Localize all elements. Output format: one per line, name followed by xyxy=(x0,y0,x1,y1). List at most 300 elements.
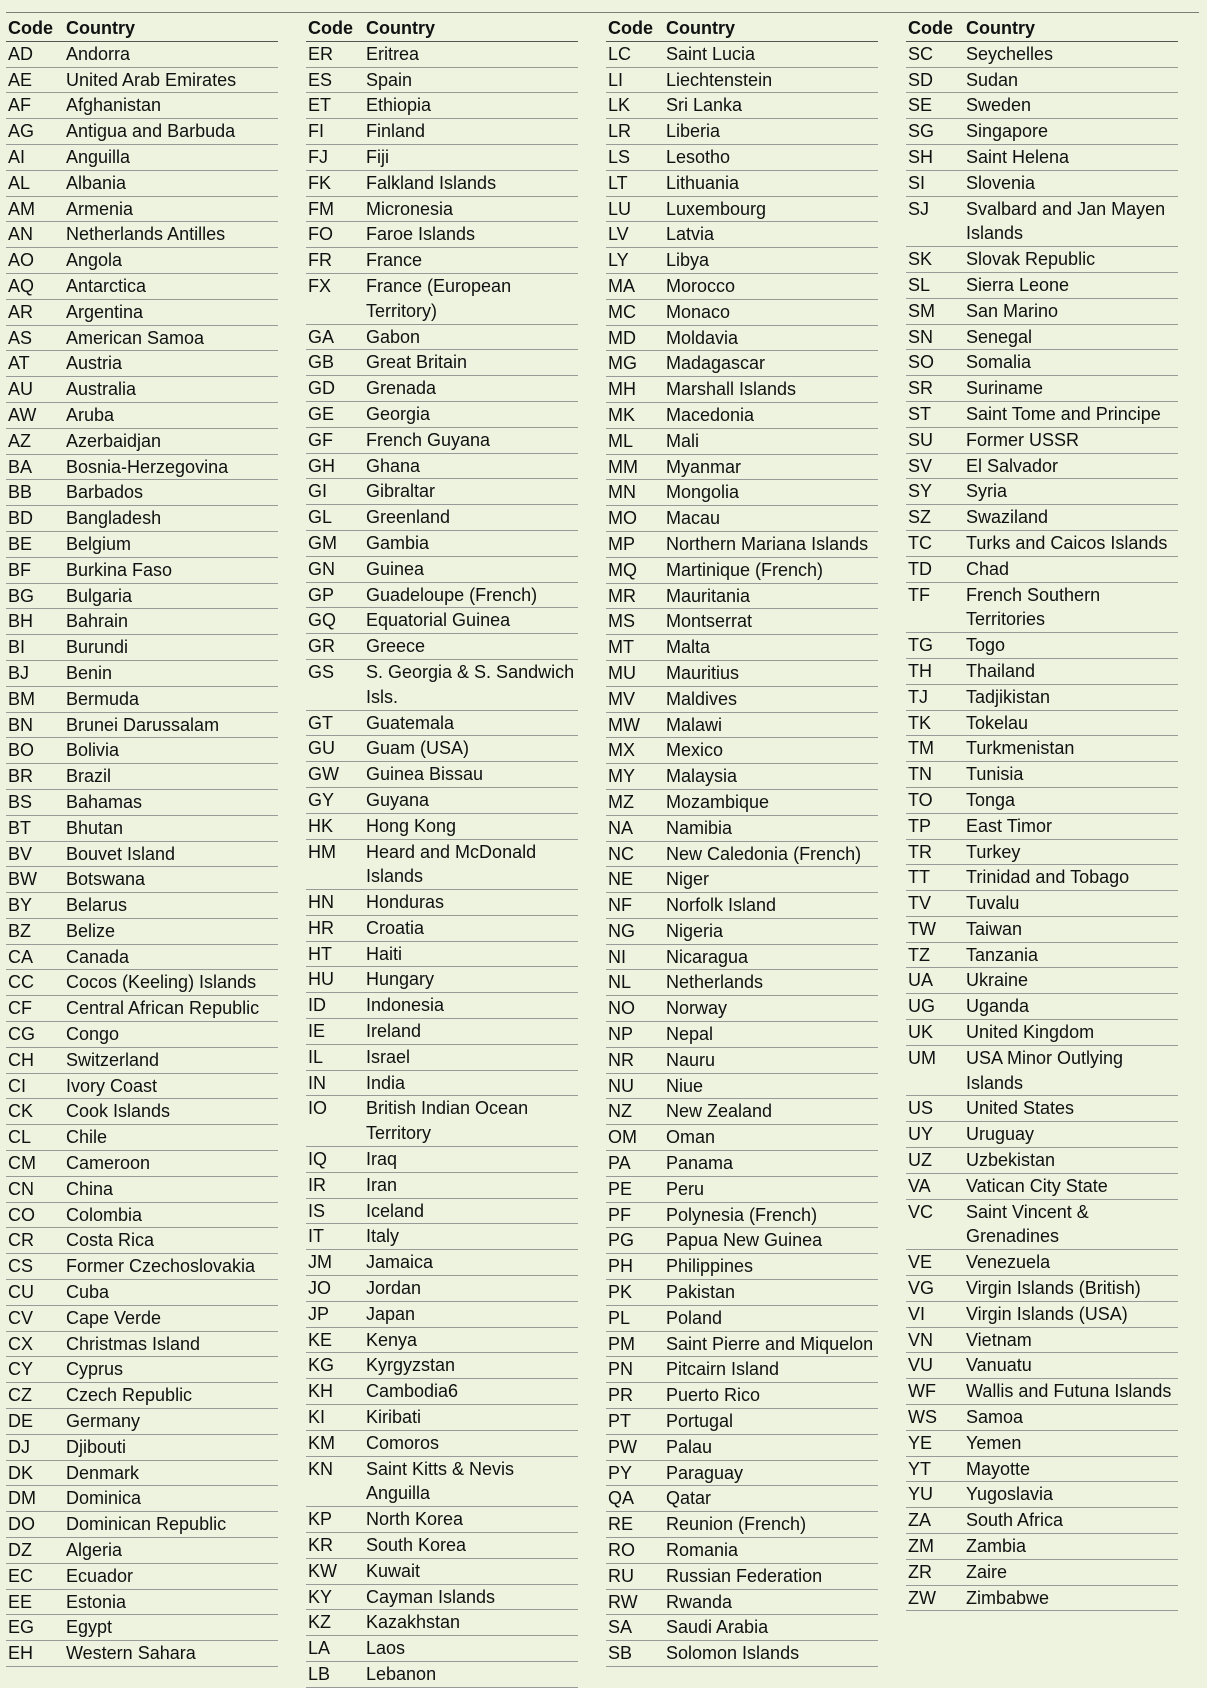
country-name-line: Benin xyxy=(66,662,113,683)
table-row xyxy=(6,1254,278,1280)
country-name-line: Portugal xyxy=(666,1411,734,1432)
country-name xyxy=(366,583,578,608)
country-code: YE xyxy=(908,1432,933,1453)
table-row xyxy=(606,377,878,403)
country-name-line: Norfolk Island xyxy=(666,895,777,916)
country-name xyxy=(66,1074,278,1099)
country-code: KW xyxy=(308,1560,337,1581)
table-row xyxy=(606,816,878,842)
table-row xyxy=(6,1538,278,1564)
table-row xyxy=(606,919,878,945)
country-code: SN xyxy=(908,326,934,347)
country-name-line: Guatemala xyxy=(366,712,455,733)
country-name xyxy=(966,299,1178,324)
country-code: PY xyxy=(608,1462,633,1483)
table-row xyxy=(906,968,1178,994)
country-name xyxy=(66,1022,278,1047)
table-row xyxy=(906,1148,1178,1174)
country-code: SC xyxy=(908,43,934,64)
country-name-line: Qatar xyxy=(666,1488,712,1509)
country-name-line: Nicaragua xyxy=(666,946,749,967)
country-name xyxy=(666,377,878,402)
table-row xyxy=(6,893,278,919)
table-row xyxy=(306,479,578,505)
country-name-line: Saint Tome and Principe xyxy=(966,403,1161,424)
country-name-line: Mauritius xyxy=(666,662,740,683)
country-code: PT xyxy=(608,1411,632,1432)
country-code: ID xyxy=(308,995,326,1016)
table-row xyxy=(6,738,278,764)
country-code: RW xyxy=(608,1591,638,1612)
country-name xyxy=(66,945,278,970)
country-code: CN xyxy=(8,1178,34,1199)
country-code: BW xyxy=(8,869,37,890)
country-code: MQ xyxy=(608,559,637,580)
country-name-line: Argentina xyxy=(66,301,144,322)
country-name xyxy=(966,479,1178,504)
country-name xyxy=(366,634,578,659)
country-name-line: Indonesia xyxy=(366,995,445,1016)
country-name xyxy=(966,659,1178,684)
country-name-line: Gibraltar xyxy=(366,481,436,502)
table-row xyxy=(606,558,878,584)
country-code: KI xyxy=(308,1407,326,1428)
country-code: CX xyxy=(8,1333,34,1354)
country-code: RE xyxy=(608,1514,634,1535)
table-row xyxy=(906,917,1178,943)
country-name xyxy=(666,738,878,763)
country-code: WF xyxy=(908,1381,936,1402)
table-row xyxy=(606,945,878,971)
country-name xyxy=(66,1512,278,1537)
country-name-line: Solomon Islands xyxy=(666,1643,800,1664)
table-row xyxy=(906,531,1178,557)
country-name xyxy=(366,454,578,479)
table-row xyxy=(606,248,878,274)
country-code: HR xyxy=(308,917,334,938)
country-name xyxy=(666,326,878,351)
country-code: LS xyxy=(608,146,631,167)
country-name xyxy=(666,480,878,505)
country-name xyxy=(66,1461,278,1486)
country-code: SZ xyxy=(908,507,932,528)
country-name xyxy=(666,842,878,867)
country-code: KH xyxy=(308,1381,334,1402)
country-code: GA xyxy=(308,326,335,347)
country-name-line: Eritrea xyxy=(366,43,420,64)
table-row xyxy=(606,1099,878,1125)
country-name xyxy=(366,1173,578,1198)
country-name-line: Oman xyxy=(666,1127,716,1148)
country-name xyxy=(66,1615,278,1640)
country-name xyxy=(966,1431,1178,1456)
table-row xyxy=(606,1435,878,1461)
table-row xyxy=(6,274,278,300)
country-name xyxy=(66,93,278,118)
country-code: PA xyxy=(608,1153,631,1174)
country-code: EG xyxy=(8,1617,35,1638)
country-name xyxy=(966,1096,1178,1121)
country-name xyxy=(966,42,1178,67)
country-name xyxy=(66,1228,278,1253)
country-name-line: Kyrgyzstan xyxy=(366,1355,456,1376)
country-name xyxy=(966,1200,1178,1250)
country-code: KY xyxy=(308,1586,333,1607)
table-row xyxy=(606,1048,878,1074)
table-row xyxy=(306,402,578,428)
table-row xyxy=(6,661,278,687)
country-code: IL xyxy=(308,1046,324,1067)
country-code: CG xyxy=(8,1024,35,1045)
country-code: TN xyxy=(908,764,932,785)
country-code: NO xyxy=(608,998,635,1019)
country-code: IO xyxy=(308,1098,328,1119)
country-name xyxy=(666,1022,878,1047)
table-row xyxy=(606,1590,878,1616)
country-code: HM xyxy=(308,841,336,862)
country-code: MX xyxy=(608,740,635,761)
country-code: TP xyxy=(908,815,932,836)
country-name xyxy=(66,532,278,557)
country-name-line: Burundi xyxy=(66,637,129,658)
country-name-line: Isls. xyxy=(366,686,399,707)
table-row xyxy=(306,42,578,68)
table-row xyxy=(606,1228,878,1254)
country-code: CK xyxy=(8,1101,34,1122)
table-row xyxy=(606,1564,878,1590)
country-code: AT xyxy=(8,353,30,374)
country-code: CR xyxy=(8,1230,34,1251)
table-row xyxy=(906,711,1178,737)
country-name xyxy=(966,1457,1178,1482)
table-row xyxy=(606,145,878,171)
country-name-line: Virgin Islands (USA) xyxy=(966,1303,1128,1324)
table-row xyxy=(606,42,878,68)
country-code: MC xyxy=(608,301,636,322)
country-header: Country xyxy=(66,18,135,38)
country-code: AG xyxy=(8,121,35,142)
country-code: DK xyxy=(8,1462,34,1483)
table-row xyxy=(606,1357,878,1383)
table-row xyxy=(606,429,878,455)
table-row xyxy=(606,893,878,919)
table-row xyxy=(906,1482,1178,1508)
country-name-line: Antarctica xyxy=(66,275,147,296)
top-rule xyxy=(6,12,1199,13)
country-name-line: Falkland Islands xyxy=(366,172,497,193)
table-row xyxy=(906,145,1178,171)
table-row xyxy=(606,1254,878,1280)
country-code: PE xyxy=(608,1178,633,1199)
table-row xyxy=(306,1045,578,1071)
country-code: TD xyxy=(908,558,932,579)
table-row xyxy=(906,1276,1178,1302)
country-code: TO xyxy=(908,789,933,810)
country-code: BR xyxy=(8,766,34,787)
column-header xyxy=(606,16,878,42)
country-code: GY xyxy=(308,789,335,810)
table-row xyxy=(906,1020,1178,1046)
table-row xyxy=(6,532,278,558)
country-name xyxy=(66,248,278,273)
country-name xyxy=(66,558,278,583)
country-code: LY xyxy=(608,250,629,271)
country-name-line: Vietnam xyxy=(966,1329,1032,1350)
table-row xyxy=(306,1173,578,1199)
country-code: EC xyxy=(8,1565,34,1586)
country-name-line: Grenadines xyxy=(966,1226,1060,1247)
country-name-line: Pakistan xyxy=(666,1282,736,1303)
table-row xyxy=(6,1615,278,1641)
table-row xyxy=(606,171,878,197)
table-row xyxy=(306,1353,578,1379)
country-name-line: Bouvet Island xyxy=(66,843,176,864)
country-name xyxy=(66,119,278,144)
table-row xyxy=(306,1096,578,1147)
country-code: AO xyxy=(8,250,35,271)
country-name-line: Georgia xyxy=(366,403,431,424)
country-name-line: Afghanistan xyxy=(66,95,162,116)
country-name-line: Niger xyxy=(666,869,710,890)
country-name-line: Saudi Arabia xyxy=(666,1617,769,1638)
country-code: TW xyxy=(908,918,936,939)
country-name-line: Hong Kong xyxy=(366,815,457,836)
country-name xyxy=(966,633,1178,658)
country-name xyxy=(666,1641,878,1666)
country-name xyxy=(66,867,278,892)
country-name-line: Tunisia xyxy=(966,764,1024,785)
country-name xyxy=(66,1332,278,1357)
country-name-line: Tonga xyxy=(966,789,1016,810)
table-row xyxy=(6,326,278,352)
country-name-line: Mali xyxy=(666,430,700,451)
country-name-line: France xyxy=(366,250,423,271)
country-name-line: Gabon xyxy=(366,326,421,347)
country-code: GT xyxy=(308,712,333,733)
country-code: HN xyxy=(308,892,334,913)
country-name-line: Palau xyxy=(666,1436,713,1457)
country-name-line: Angola xyxy=(66,250,123,271)
table-row xyxy=(906,171,1178,197)
country-code: GE xyxy=(308,403,335,424)
country-name-line: Sierra Leone xyxy=(966,274,1070,295)
table-row xyxy=(306,1662,578,1688)
country-name-line: Northern Mariana Islands xyxy=(666,533,869,554)
table-row xyxy=(906,1431,1178,1457)
country-name xyxy=(366,1507,578,1532)
table-row xyxy=(6,970,278,996)
country-name-line: Belize xyxy=(66,920,116,941)
country-name-line: Cuba xyxy=(66,1282,110,1303)
country-code: TJ xyxy=(908,686,928,707)
country-name-line: Slovak Republic xyxy=(966,249,1096,270)
country-code: AZ xyxy=(8,430,32,451)
table-row xyxy=(6,1590,278,1616)
country-name-line: Liechtenstein xyxy=(666,69,773,90)
country-name xyxy=(366,1096,578,1146)
country-name xyxy=(966,968,1178,993)
country-code: AL xyxy=(8,172,31,193)
country-name-line: Sri Lanka xyxy=(666,95,743,116)
country-name-line: Tadjikistan xyxy=(966,686,1051,707)
country-name xyxy=(66,197,278,222)
country-name xyxy=(366,1610,578,1635)
country-name-line: Territory xyxy=(366,1123,432,1144)
country-name xyxy=(366,993,578,1018)
country-code: JO xyxy=(308,1278,332,1299)
country-name-line: Dominica xyxy=(66,1488,142,1509)
code-header: Code xyxy=(308,18,353,38)
table-row xyxy=(606,1177,878,1203)
country-name-line: Zimbabwe xyxy=(966,1587,1050,1608)
country-name xyxy=(366,479,578,504)
country-code: BT xyxy=(8,817,32,838)
country-name xyxy=(666,1048,878,1073)
table-row xyxy=(6,996,278,1022)
country-code: MY xyxy=(608,766,635,787)
table-row xyxy=(6,764,278,790)
country-name-line: Turkey xyxy=(966,841,1021,862)
table-row xyxy=(606,403,878,429)
country-name xyxy=(966,788,1178,813)
country-name-line: Tanzania xyxy=(966,944,1039,965)
country-name xyxy=(66,661,278,686)
country-name-line: Denmark xyxy=(66,1462,140,1483)
country-name-line: Guadeloupe (French) xyxy=(366,584,538,605)
country-code: WS xyxy=(908,1407,937,1428)
country-name-line: Bahrain xyxy=(66,611,129,632)
country-code: CL xyxy=(8,1127,32,1148)
table-row xyxy=(6,1306,278,1332)
country-name-line: Philippines xyxy=(666,1256,754,1277)
country-name-line: Canada xyxy=(66,946,130,967)
table-row xyxy=(306,1585,578,1611)
country-name-line: Latvia xyxy=(666,224,715,245)
country-name-line: Togo xyxy=(966,635,1006,656)
country-name xyxy=(666,119,878,144)
country-name xyxy=(966,994,1178,1019)
country-code: LT xyxy=(608,172,628,193)
country-name xyxy=(666,429,878,454)
country-name-line: Mexico xyxy=(666,740,724,761)
table-row xyxy=(606,300,878,326)
country-code: SD xyxy=(908,69,934,90)
country-name-line: Bolivia xyxy=(66,740,120,761)
country-code: CI xyxy=(8,1075,26,1096)
country-name-line: Bermuda xyxy=(66,688,140,709)
country-code: GP xyxy=(308,584,335,605)
country-name xyxy=(966,376,1178,401)
country-name xyxy=(966,711,1178,736)
table-row xyxy=(906,814,1178,840)
country-name xyxy=(366,1328,578,1353)
country-name xyxy=(966,68,1178,93)
country-code: CA xyxy=(8,946,34,967)
country-name-line: Chad xyxy=(966,558,1010,579)
country-name-line: India xyxy=(366,1072,406,1093)
country-code: GS xyxy=(308,661,335,682)
country-name xyxy=(366,608,578,633)
country-name xyxy=(966,1482,1178,1507)
table-row xyxy=(606,222,878,248)
table-row xyxy=(6,1074,278,1100)
country-code: NG xyxy=(608,920,635,941)
country-name-line: Trinidad and Tobago xyxy=(966,867,1130,888)
table-row xyxy=(6,1280,278,1306)
country-name xyxy=(366,402,578,427)
country-name xyxy=(366,93,578,118)
country-name-line: Faroe Islands xyxy=(366,224,476,245)
country-name-line: Yugoslavia xyxy=(966,1484,1054,1505)
country-name-line: Brazil xyxy=(66,766,112,787)
table-row xyxy=(306,1302,578,1328)
country-name-line: Uzbekistan xyxy=(966,1150,1056,1171)
table-row xyxy=(306,1457,578,1508)
table-row xyxy=(606,738,878,764)
country-name-line: Tuvalu xyxy=(966,893,1020,914)
table-row xyxy=(306,660,578,711)
country-name-line: Panama xyxy=(666,1153,734,1174)
country-code: TT xyxy=(908,867,930,888)
country-name xyxy=(66,996,278,1021)
table-row xyxy=(906,659,1178,685)
table-row xyxy=(906,583,1178,634)
code-header: Code xyxy=(8,18,53,38)
country-name xyxy=(66,429,278,454)
country-name-line: Guam (USA) xyxy=(366,738,470,759)
table-row xyxy=(906,1302,1178,1328)
table-row xyxy=(306,171,578,197)
country-name-line: Saint Helena xyxy=(966,146,1070,167)
country-name-line: Australia xyxy=(66,379,137,400)
table-row xyxy=(6,68,278,94)
country-name xyxy=(366,145,578,170)
table-row xyxy=(306,350,578,376)
country-code: NU xyxy=(608,1075,634,1096)
country-name xyxy=(666,455,878,480)
table-row xyxy=(6,429,278,455)
country-code: ST xyxy=(908,403,932,424)
table-row xyxy=(906,350,1178,376)
country-name-line: United Kingdom xyxy=(966,1022,1095,1043)
country-name-line: Anguilla xyxy=(66,146,131,167)
table-row xyxy=(906,93,1178,119)
country-code: NA xyxy=(608,817,634,838)
table-row xyxy=(606,1486,878,1512)
country-name-line: Ethiopia xyxy=(366,95,432,116)
column-header xyxy=(6,16,278,42)
table-row xyxy=(906,943,1178,969)
country-name xyxy=(666,1306,878,1331)
country-name xyxy=(66,1564,278,1589)
country-name-line: Jamaica xyxy=(366,1252,434,1273)
table-row xyxy=(306,531,578,557)
country-name xyxy=(666,1177,878,1202)
country-name-line: Islands xyxy=(966,1072,1024,1093)
country-name xyxy=(66,326,278,351)
country-name-line: Cameroon xyxy=(66,1153,151,1174)
country-name-line: Svalbard and Jan Mayen xyxy=(966,198,1166,219)
country-code: MO xyxy=(608,508,637,529)
country-name xyxy=(666,1074,878,1099)
country-code: SH xyxy=(908,146,934,167)
country-code: TF xyxy=(908,584,930,605)
country-name xyxy=(666,1564,878,1589)
country-name-line: Western Sahara xyxy=(66,1643,196,1664)
country-code: AF xyxy=(8,95,32,116)
country-code: CC xyxy=(8,972,34,993)
country-name xyxy=(66,970,278,995)
